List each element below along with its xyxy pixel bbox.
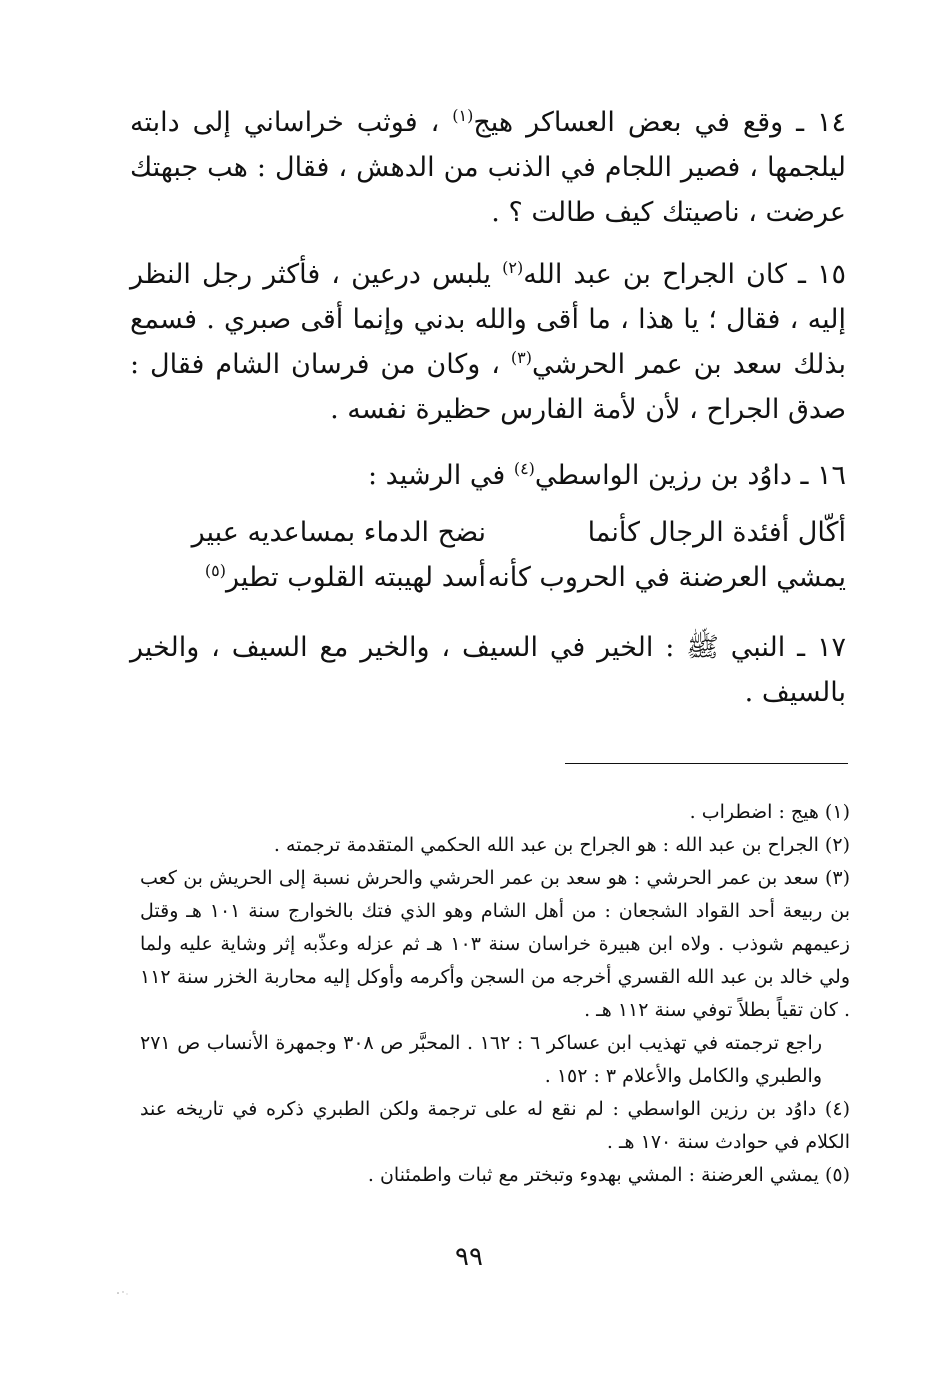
footnote-ref-1: (١) [452, 106, 474, 125]
scan-speck [115, 1290, 129, 1296]
footnote-ref-3: (٣) [510, 348, 532, 367]
paragraph-16 [130, 453, 846, 498]
footnote-ref-4: (٤) [513, 459, 535, 478]
footnote-ref-2: (٢) [502, 258, 524, 277]
paragraph-16-start: ١٦ ـ داوُد بن رزين الواسطي [534, 460, 846, 491]
paragraph-14-start: ١٤ ـ وقع في بعض العساكر هيج [473, 107, 846, 138]
page-number: ٩٩ [455, 1242, 483, 1272]
paragraph-15 [130, 252, 846, 432]
paragraph-16-rest: في الرشيد : [367, 460, 514, 491]
verse-1 [130, 510, 846, 555]
footnote-2: (٢) الجراح بن عبد الله : هو الجراح بن عبد الله الحكمي المتقدمة ترجمته . [273, 834, 850, 856]
footnote-ref-5: (٥) [204, 561, 226, 580]
footnote-4: (٤) داوُد بن رزين الواسطي : لم نقع له على ترجمة ولكن الطبري ذكره في تاريخه عند الكلام في حوادث سنة ١٧٠ هـ . [140, 1098, 850, 1153]
footnote-separator [565, 763, 848, 764]
poem [130, 510, 846, 600]
footnotes [140, 796, 850, 1192]
paragraph-17: ١٧ ـ النبي ﷺ : الخير في السيف ، والخير مع السيف ، والخير بالسيف . [130, 632, 846, 708]
verse-2-second-hemistich-wrap [186, 555, 486, 600]
footnote-1: (١) هيج : اضطراب . [689, 801, 850, 823]
footnote-3: (٣) سعد بن عمر الحرشي : هو سعد بن عمر الحرشي والحرش نسبة إلى الحريش بن كعب بن ربيعة أحد القواد الشجعان : من أهل الشام وهو الذي فتك بالخوارج سنة ١٠١ هـ وقتل زعيمهم شوذب . ولاه ابن هبيرة خراسان سنة ١٠٣ هـ ثم عزله وعذّبه إثر وشاية عليه ولما ولي خالد بن عبد الله القسري أخرجه من السجن وأكرمه وأوكل إليه محاربة الخزر سنة ١١٢ . كان تقياً بطلاً توفي سنة ١١٢ هـ . [140, 867, 850, 1021]
verse-2-second-hemistich: أسد لهيبته القلوب تطير [225, 562, 486, 593]
verse-1-second-hemistich: نضح الدماء بمساعديه عبير [191, 517, 486, 548]
footnote-5: (٥) يمشي العرضنة : المشي بهدوء وتبختر مع ثبات واطمئنان . [367, 1164, 850, 1186]
paragraph-14 [130, 100, 846, 235]
verse-2-first-hemistich: يمشي العرضنة في الحروب كأنه [487, 562, 846, 593]
verse-1-first-hemistich: أكّال أفئدة الرجال كأنما [587, 517, 846, 548]
paragraph-15-start: ١٥ ـ كان الجراح بن عبد الله [523, 259, 846, 290]
paragraph-15-rest: ، وكان من فرسان الشام فقال : صدق الجراح ، لأن لأمة الفارس حظيرة نفسه . [130, 349, 846, 425]
verse-2 [130, 555, 846, 600]
paragraph-15-mid: يلبس درعين ، فأكثر رجل النظر إليه ، فقال ؛ يا هذا ، ما أقى والله بدني وإنما أقى صبري . فسمع بذلك سعد بن عمر الحرشي [130, 259, 847, 380]
footnote-3-references: راجع ترجمته في تهذيب ابن عساكر ٦ : ١٦٢ . المحبَّر ص ٣٠٨ وجمهرة الأنساب ص ٢٧١ والطبري والكامل والأعلام ٣ : ١٥٢ . [140, 1032, 823, 1087]
paragraph-14-rest: ، فوثب خراساني إلى دابته ليلجمها ، فصير اللجام في الذنب من الدهش ، فقال : هب جبهتك عرضت ، ناصيتك كيف طالت ؟ . [130, 107, 846, 228]
